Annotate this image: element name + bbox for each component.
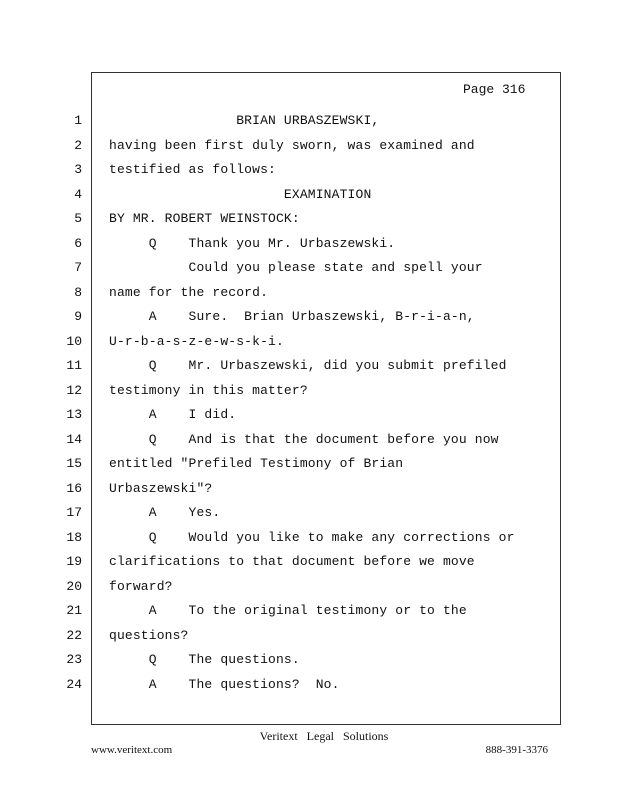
line-number: 20	[66, 578, 82, 594]
line-text: Q And is that the document before you now	[109, 431, 499, 447]
line-text: name for the record.	[109, 284, 269, 300]
line-text: A Yes.	[109, 505, 221, 520]
line-number: 14	[66, 431, 82, 447]
line-number: 15	[66, 456, 82, 471]
footer-phone: 888-391-3376	[485, 744, 548, 756]
line-number: 3	[74, 162, 82, 177]
line-number: 10	[66, 333, 82, 349]
line-text: A Sure. Brian Urbaszewski, B-r-i-a-n,	[109, 309, 475, 324]
line-text: having been first duly sworn, was examined and	[109, 137, 475, 153]
line-number: 2	[74, 137, 82, 153]
line-text: Q The questions.	[109, 652, 300, 667]
line-text: A The questions? No.	[109, 676, 340, 692]
line-number: 11	[66, 358, 82, 373]
line-number: 5	[74, 211, 82, 226]
line-text: forward?	[109, 578, 173, 594]
line-text: Q Mr. Urbaszewski, did you submit prefiled	[109, 358, 507, 373]
line-text: Could you please state and spell your	[109, 260, 483, 275]
line-text: EXAMINATION	[109, 186, 372, 202]
line-text: BRIAN URBASZEWSKI,	[109, 113, 380, 128]
line-number: 22	[66, 627, 82, 643]
line-text: BY MR. ROBERT WEINSTOCK:	[109, 211, 300, 226]
line-number: 16	[66, 480, 82, 496]
line-text: questions?	[109, 627, 189, 643]
line-number: 6	[74, 235, 82, 251]
line-text: A To the original testimony or to the	[109, 603, 467, 618]
line-text: Urbaszewski"?	[109, 480, 213, 496]
line-number: 19	[66, 554, 82, 569]
footer-company: Veritext Legal Solutions	[259, 729, 389, 743]
line-text: testimony in this matter?	[109, 382, 308, 398]
line-number: 17	[66, 505, 82, 520]
line-number: 21	[66, 603, 82, 618]
line-text: Q Thank you Mr. Urbaszewski.	[109, 235, 396, 251]
line-text: testified as follows:	[109, 162, 276, 177]
line-text: A I did.	[109, 407, 237, 422]
line-number: 9	[74, 309, 82, 324]
line-number: 7	[74, 260, 82, 275]
line-text: Q Would you like to make any corrections or	[109, 529, 515, 545]
line-text: entitled "Prefiled Testimony of Brian	[109, 456, 404, 471]
line-number: 4	[74, 186, 82, 202]
line-number: 18	[66, 529, 82, 545]
line-text: clarifications to that document before we move	[109, 554, 475, 569]
line-number: 13	[66, 407, 82, 422]
line-number: 8	[74, 284, 82, 300]
line-number: 1	[74, 113, 82, 128]
line-number: 12	[66, 382, 82, 398]
line-number: 23	[66, 652, 82, 667]
line-number: 24	[66, 676, 82, 692]
line-text: U-r-b-a-s-z-e-w-s-k-i.	[109, 333, 284, 349]
page-number: Page 316	[463, 82, 526, 97]
footer-website: www.veritext.com	[91, 744, 173, 756]
